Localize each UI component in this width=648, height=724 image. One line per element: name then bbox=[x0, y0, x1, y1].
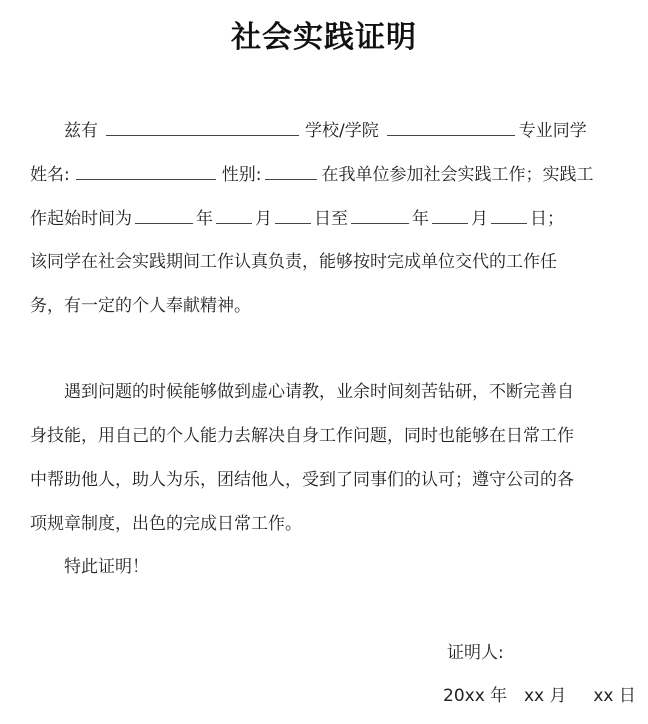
p2-line-1: 遇到问题的时候能够做到虚心请教，业余时间刻苦钻研，不断完善自 bbox=[64, 382, 574, 402]
label-year: 年 bbox=[196, 209, 213, 229]
label-gender: 性别: bbox=[221, 165, 262, 185]
label-school: 学校/学院 bbox=[305, 121, 379, 141]
label-month-2: 月 bbox=[471, 209, 488, 229]
p2-line-4: 项规章制度，出色的完成日常工作。 bbox=[30, 514, 302, 534]
end-year-blank[interactable] bbox=[351, 206, 409, 224]
label-day-end: 日； bbox=[530, 209, 564, 229]
start-year-blank[interactable] bbox=[135, 206, 193, 224]
date-day: xx 日 bbox=[593, 686, 636, 706]
date-year: 20xx 年 bbox=[443, 686, 508, 706]
p1-line-3 bbox=[30, 206, 564, 231]
major-blank[interactable] bbox=[387, 118, 515, 136]
end-month-blank[interactable] bbox=[432, 206, 468, 224]
closing-text: 特此证明！ bbox=[64, 557, 149, 577]
name-blank[interactable] bbox=[76, 162, 216, 180]
label-name: 姓名: bbox=[30, 165, 70, 185]
label-day-to: 日至 bbox=[314, 209, 348, 229]
sign-date bbox=[443, 684, 636, 708]
date-month: xx 月 bbox=[523, 686, 567, 706]
start-day-blank[interactable] bbox=[275, 206, 311, 224]
p2-line-2: 身技能，用自己的个人能力去解决自身工作问题，同时也能够在日常工作 bbox=[30, 426, 574, 446]
p1-line-2-text: 在我单位参加社会实践工作；实践工 bbox=[321, 165, 594, 185]
p1-line-1 bbox=[64, 118, 587, 143]
p1-line-4: 该同学在社会实践期间工作认真负责，能够按时完成单位交代的工作任 bbox=[30, 252, 557, 272]
start-month-blank[interactable] bbox=[216, 206, 252, 224]
label-month: 月 bbox=[255, 209, 272, 229]
p1-line-2 bbox=[30, 162, 593, 187]
signer-label: 证明人: bbox=[447, 643, 504, 663]
document-title: 社会实践证明 bbox=[231, 20, 417, 55]
label-year-2: 年 bbox=[412, 209, 429, 229]
label-start-time: 作起始时间为 bbox=[30, 209, 132, 229]
p1-line-5: 务，有一定的个人奉献精神。 bbox=[30, 296, 251, 316]
label-zi-you: 兹有 bbox=[64, 121, 98, 141]
p2-line-3: 中帮助他人，助人为乐，团结他人，受到了同事们的认可；遵守公司的各 bbox=[30, 470, 574, 490]
gender-blank[interactable] bbox=[265, 162, 317, 180]
school-blank[interactable] bbox=[106, 118, 299, 136]
label-major: 专业同学 bbox=[518, 121, 587, 141]
end-day-blank[interactable] bbox=[491, 206, 527, 224]
